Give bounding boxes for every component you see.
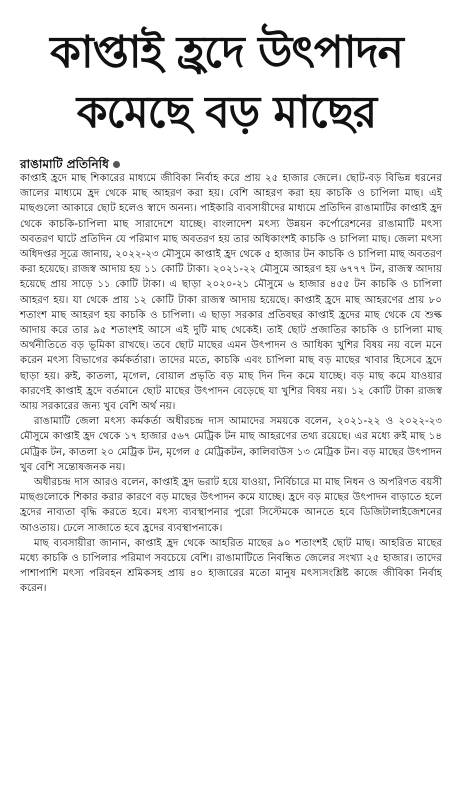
bullet-dot-icon [113,161,120,168]
article-paragraph-1: কাপ্তাই হ্রদে মাছ শিকারের মাধ্যমে জীবিকা নির্বাহ করে প্রায় ২৫ হাজার জেলে। ছোট-বড় বিভিন্ন ধরনের জালের মাধ্যমে হ্রদ থেকে মাছ আহরণ করা হয়। বেশি আহরণ করা হয় কাচকি ও চাপিলা মাছ। এই মাছগুলো আকারে ছোট হলেও স্বাদে অনন্য। পাইকারি ব্যবসায়ীদের মাধ্যমে প্রতিদিন রাঙামাটির কাপ্তাই হ্রদ থেকে কাচকি-চাপিলা মাছ সারাদেশে যাচ্ছে। বাংলাদেশ মৎস্য উন্নয়ন কর্পোরেশনের রাঙামাটি মৎস্য অবতরণ ঘাটে প্রতিদিন যে পরিমাণ মাছ অবতরণ হয় তার অধিকাংশই কাচকি ও চাপিলা মাছ। জেলা মৎস্য অধিদপ্তর সূত্রে জানায়, ২০২২-২৩ মৌসুমে কাপ্তাই হ্রদ থেকে ৫ হাজার টন কাচকি ও চাপিলা মাছ অবতরণ করা হয়েছে। রাজস্ব আদায় হয় ১১ কোটি টাকা। ২০২১-২২ মৌসুমে আহরণ হয় ৬৭৭৭ টন, রাজস্ব আদায় হয়েছে প্রায় সাড়ে ১১ কোটি টাকা। এ ছাড়া ২০২০-২১ মৌসুমে ৬ হাজার ৪৫৫ টন কাচকি ও চাপিলা আহরণ হয়। যা থেকে প্রায় ১২ কোটি টাকা রাজস্ব আদায় হয়েছে। কাপ্তাই হ্রদে মাছ আহরণের প্রায় ৮০ শতাংশ মাছ আহরণ হয় কাচকি ও চাপিলা। এ ছাড়া সরকার প্রতিবছর কাপ্তাই হ্রদের মাছ থেকে যে শুল্ক আদায় করে তার ৯৫ শতাংশই আসে এই দুটি মাছ থেকেই। তাই ছোট প্রজাতির কাচকি ও চাপিলা মাছ অর্থনীতিতে বড় ভূমিকা রাখছে। তবে ছোট মাছের এমন উৎপাদন ও আধিক্য খুশির বিষয় নয় বলে মনে করেন মৎস্য বিভাগের কর্মকর্তারা। তাদের মতে, কাচকি এবং চাপিলা মাছ বড় মাছের খাবার হিসেবে হ্রদে ছাড়া হয়। রুই, কাতলা, মৃগেল, বোয়াল প্রভৃতি বড় মাছ দিন দিন কমে যাচ্ছে। বড় মাছ কমে যাওয়ার কারণেই কাপ্তাই হ্রদে বর্তমানে ছোট মাছের উৎপাদন বেড়েছে যা খুশির বিষয় নয়। ১২ কোটি টাকা রাজস্ব আয় সরকারের জন্য খুব বেশি অর্থ নয়। [20,173,443,413]
byline-text: রাঙামাটি প্রতিনিধি [20,157,109,171]
headline-line-2: কমেছে বড় মাছের [76,87,377,138]
article-paragraph-4: মাছ ব্যবসায়ীরা জানান, কাপ্তাই হ্রদ থেকে আহরিত মাছের ৯০ শতাংশই ছোট মাছ। আহরিত মাছের মধ্যে কাচকি ও চাপিলার পরিমাণ সবচেয়ে বেশি। রাঙামাটিতে নিবন্ধিত জেলের সংখ্যা ২৫ হাজার। তাদের পাশাপাশি মৎস্য পরিবহন শ্রমিকসহ প্রায় ৪০ হাজারের মতো মানুষ মৎস্যসংশ্লিষ্ট কাজে জীবিকা নির্বাহ করেন। [20,537,442,595]
article-paragraph-2: রাঙামাটি জেলা মৎস্য কর্মকর্তা অধীরচন্দ্র দাস আমাদের সময়কে বলেন, ২০২১-২২ ও ২০২২-২৩ মৌসুমে কাপ্তাই হ্রদ থেকে ১৭ হাজার ৫৬৭ মেট্রিক টন মাছ আহরণের তথ্য রয়েছে। এর মধ্যে রুই মাছ ১৪ মেট্রিক টন, কাতলা ২০ মেট্রিক টন, মৃগেল ৫ মেট্রিকটন, কালিবাউস ১৩ মেট্রিক টন। বড় মাছের উৎপাদন খুব বেশি সন্তোষজনক নয়। [20,416,442,473]
article-paragraph-3: অধীরচন্দ্র দাস আরও বলেন, কাপ্তাই হ্রদ ভরাট হয়ে যাওয়া, নির্বিচারে মা মাছ নিধন ও অপরিণত বয়সী মাছগুলোকে শিকার করার কারণে বড় মাছের উৎপাদন কমে যাচ্ছে। হ্রদে বড় মাছের উৎপাদন বাড়াতে হলে হ্রদের নাব্যতা বৃদ্ধি করতে হবে। মৎস্য ব্যবস্থাপনার পুরো সিস্টেমকে আনতে হবে ডিজিটালাইজেশনের আওতায়। ঢেলে সাজাতে হবে হ্রদের ব্যবস্থাপনাকে। [20,477,442,534]
article-body [20,171,442,597]
headline-line-1: কাপ্তাই হ্রদে উৎপাদন [50,27,403,78]
